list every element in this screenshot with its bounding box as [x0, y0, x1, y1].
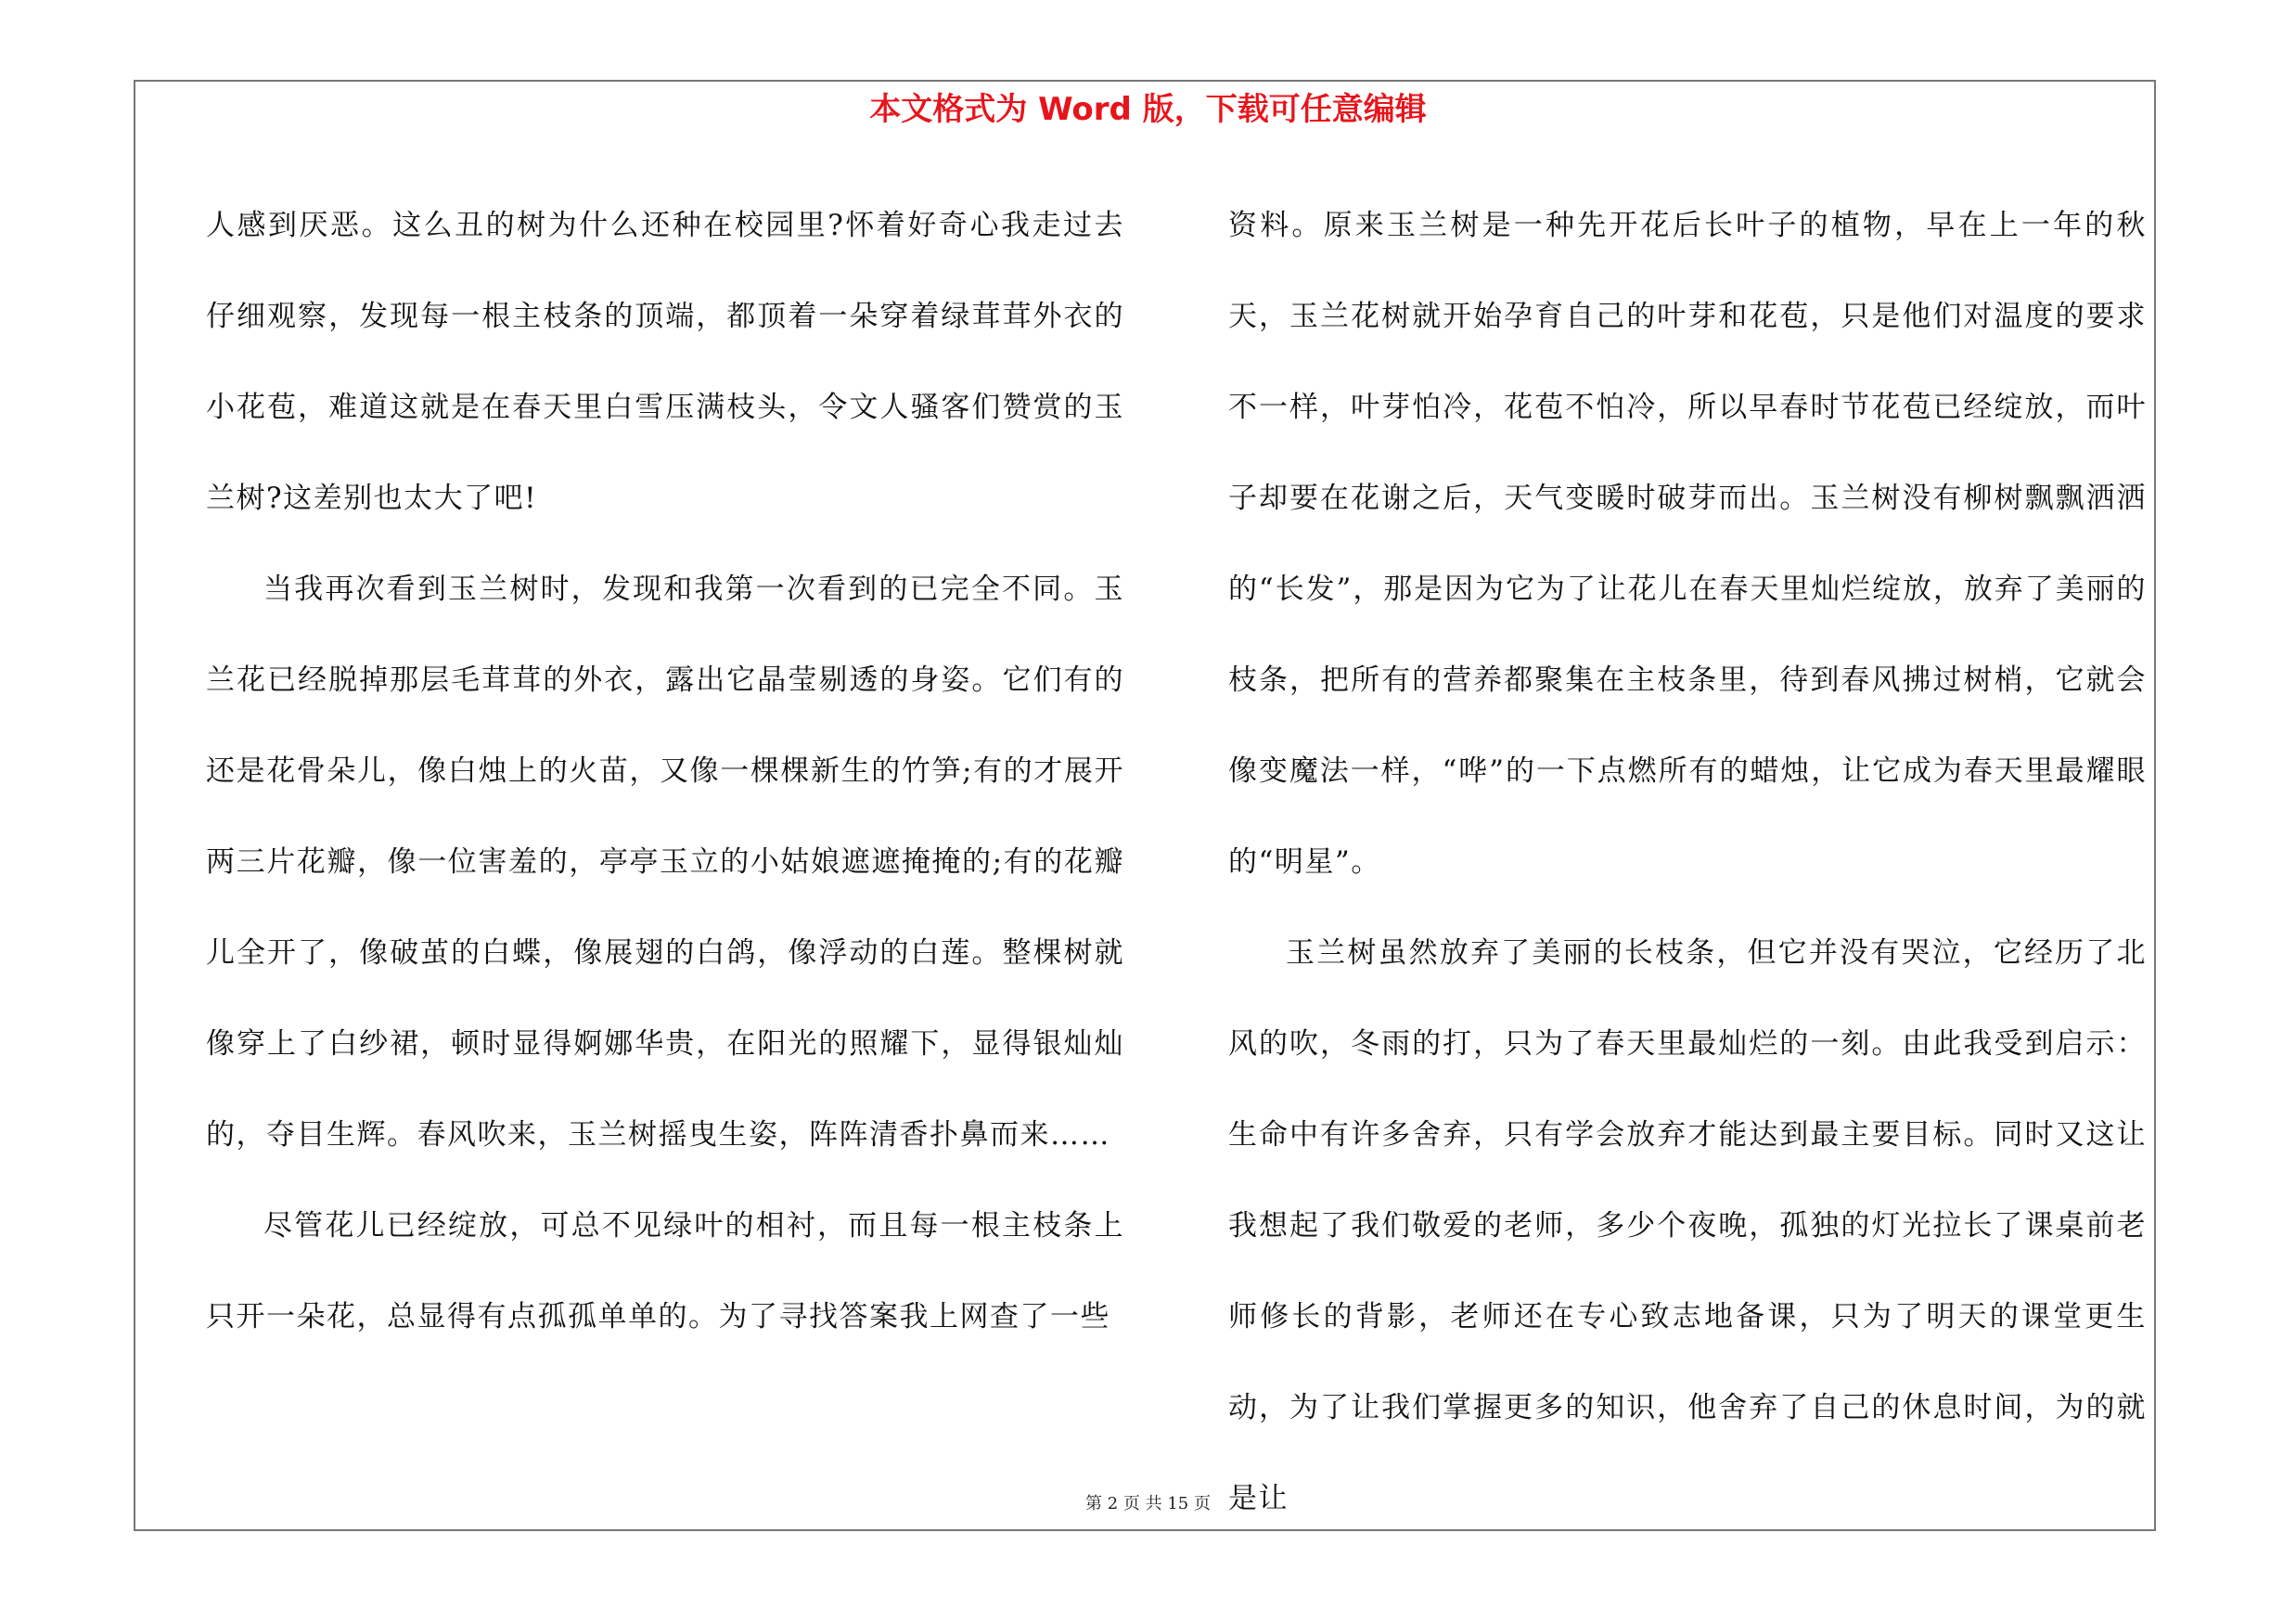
right-paragraph-1: 资料。原来玉兰树是一种先开花后长叶子的植物，早在上一年的秋天，玉兰花树就开始孕育自己的叶芽和花苞，只是他们对温度的要求不一样，叶芽怕冷，花苞不怕冷，所以早春时节花苞已经绽放，而叶子却要在花谢之后，天气变暖时破芽而出。玉兰树没有柳树飘飘洒洒的“长发”，那是因为它为了让花儿在春天里灿烂绽放，放弃了美丽的枝条，把所有的营养都聚集在主枝条里，待到春风拂过树梢，它就会像变魔法一样，“哗”的一下点燃所有的蜡烛，让它成为春天里最耀眼的“明星”。: [1228, 209, 2147, 879]
document-banner: 本文格式为 Word 版，下载可任意编辑: [869, 91, 1427, 128]
left-paragraph-3: 尽管花儿已经绽放，可总不见绿叶的相衬，而且每一根主枝条上只开一朵花，总显得有点孤孤单单的。为了寻找答案我上网查了一些: [206, 1209, 1124, 1333]
left-paragraph-1: 人感到厌恶。这么丑的树为什么还种在校园里?怀着好奇心我走过去仔细观察，发现每一根主枝条的顶端，都顶着一朵穿着绿茸茸外衣的小花苞，难道这就是在春天里白雪压满枝头，令文人骚客们赞赏的玉兰树?这差别也太大了吧!: [206, 209, 1124, 515]
left-paragraph-2: 当我再次看到玉兰树时，发现和我第一次看到的已完全不同。玉兰花已经脱掉那层毛茸茸的外衣，露出它晶莹剔透的身姿。它们有的还是花骨朵儿，像白烛上的火苗，又像一棵棵新生的竹笋;有的才展开两三片花瓣，像一位害羞的，亭亭玉立的小姑娘遮遮掩掩的;有的花瓣儿全开了，像破茧的白蝶，像展翅的白鸽，像浮动的白莲。整棵树就像穿上了白纱裙，顿时显得婀娜华贵，在阳光的照耀下，显得银灿灿的，夺目生辉。春风吹来，玉兰树摇曳生姿，阵阵清香扑鼻而来……: [206, 573, 1124, 1152]
left-column: [206, 180, 1124, 1362]
page-number: 第 2 页 共 15 页: [1085, 1494, 1211, 1514]
right-paragraph-2: 玉兰树虽然放弃了美丽的长枝条，但它并没有哭泣，它经历了北风的吹，冬雨的打，只为了春天里最灿烂的一刻。由此我受到启示：生命中有许多舍弃，只有学会放弃才能达到最主要目标。同时又这让我想起了我们敬爱的老师，多少个夜晚，孤独的灯光拉长了课桌前老师修长的背影，老师还在专心致志地备课，只为了明天的课堂更生动，为了让我们掌握更多的知识，他舍弃了自己的休息时间，为的就是让: [1228, 936, 2147, 1515]
right-column: [1228, 180, 2147, 1544]
